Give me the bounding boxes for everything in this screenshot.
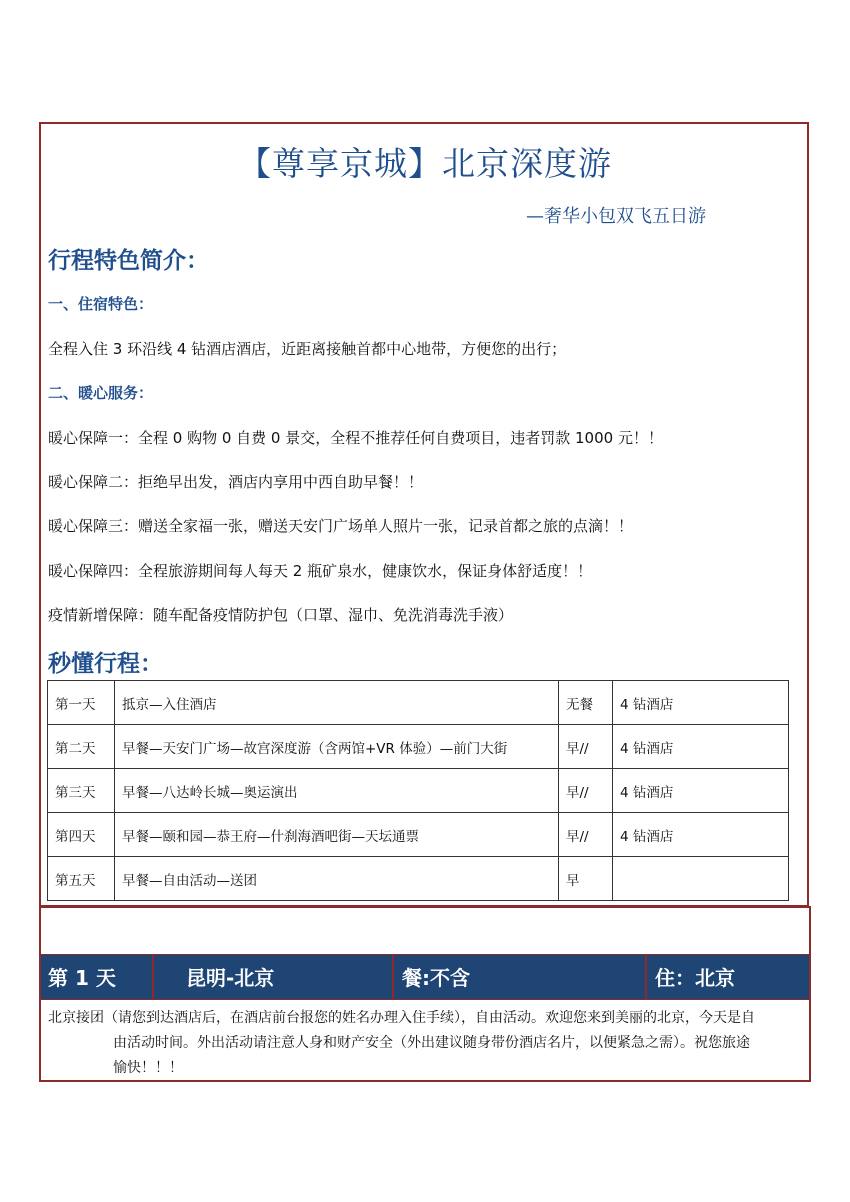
- meal-cell: 无餐: [559, 681, 613, 725]
- day-label: 第 1 天: [41, 955, 154, 999]
- service-heading: 二、暖心服务：: [48, 384, 154, 402]
- day-cell: 第三天: [48, 769, 115, 813]
- meal-cell: 早//: [559, 769, 613, 813]
- day-description: [48, 1006, 806, 1081]
- hotel-cell: [613, 857, 789, 901]
- day-meal: 餐:不含: [394, 955, 647, 999]
- meal-cell: 早: [559, 857, 613, 901]
- itinerary-table: [47, 680, 789, 901]
- day-description-line: 由活动时间。外出活动请注意人身和财产安全（外出建议随身带份酒店名片，以便紧急之需）。祝您旅途: [113, 1035, 750, 1051]
- table-row: [48, 813, 789, 857]
- page-subtitle: —奢华小包双飞五日游: [526, 206, 706, 227]
- lodging-heading: 一、住宿特色：: [48, 295, 154, 313]
- route-cell: 早餐—天安门广场—故宫深度游（含两馆+VR 体验）—前门大街: [115, 725, 559, 769]
- day-cell: 第二天: [48, 725, 115, 769]
- table-row: [48, 769, 789, 813]
- lodging-text: 全程入住 3 环沿线 4 钻酒店酒店，近距离接触首都中心地带，方便您的出行；: [48, 340, 567, 358]
- route-cell: 抵京—入住酒店: [115, 681, 559, 725]
- table-row: [48, 681, 789, 725]
- service-item: 暖心保障一：全程 0 购物 0 自费 0 景交，全程不推荐任何自费项目，违者罚款 1000 元！！: [48, 429, 663, 447]
- hotel-cell: 4 钻酒店: [613, 813, 789, 857]
- hotel-cell: 4 钻酒店: [613, 769, 789, 813]
- features-heading: 行程特色简介：: [48, 248, 209, 274]
- day-description-line: 愉快！！！: [113, 1060, 183, 1076]
- day-stay: 住：北京: [655, 966, 735, 990]
- route-cell: 早餐—自由活动—送团: [115, 857, 559, 901]
- hotel-cell: 4 钻酒店: [613, 681, 789, 725]
- day-route: 昆明-北京: [154, 955, 394, 999]
- meal-cell: 早//: [559, 813, 613, 857]
- route-cell: 早餐—八达岭长城—奥运演出: [115, 769, 559, 813]
- day-cell: 第四天: [48, 813, 115, 857]
- day-cell: 第五天: [48, 857, 115, 901]
- day-cell: 第一天: [48, 681, 115, 725]
- table-row: [48, 857, 789, 901]
- service-item: 暖心保障三：赠送全家福一张，赠送天安门广场单人照片一张，记录首都之旅的点滴！！: [48, 517, 634, 535]
- day-header-bar: [41, 954, 809, 1000]
- route-cell: 早餐—颐和园—恭王府—什刹海酒吧街—天坛通票: [115, 813, 559, 857]
- day-description-line: 北京接团（请您到达酒店后，在酒店前台报您的姓名办理入住手续），自由活动。欢迎您来到美丽的北京，今天是自: [48, 1010, 755, 1026]
- table-row: [48, 725, 789, 769]
- itinerary-heading: 秒懂行程：: [48, 651, 163, 677]
- hotel-cell: 4 钻酒店: [613, 725, 789, 769]
- page-title: 【尊享京城】北京深度游: [238, 144, 612, 183]
- meal-cell: 早//: [559, 725, 613, 769]
- service-item: 暖心保障二：拒绝早出发，酒店内享用中西自助早餐！！: [48, 473, 424, 491]
- service-item: 疫情新增保障：随车配备疫情防护包（口罩、湿巾、免洗消毒洗手液）: [48, 606, 514, 624]
- service-item: 暖心保障四：全程旅游期间每人每天 2 瓶矿泉水，健康饮水，保证身体舒适度！！: [48, 562, 593, 580]
